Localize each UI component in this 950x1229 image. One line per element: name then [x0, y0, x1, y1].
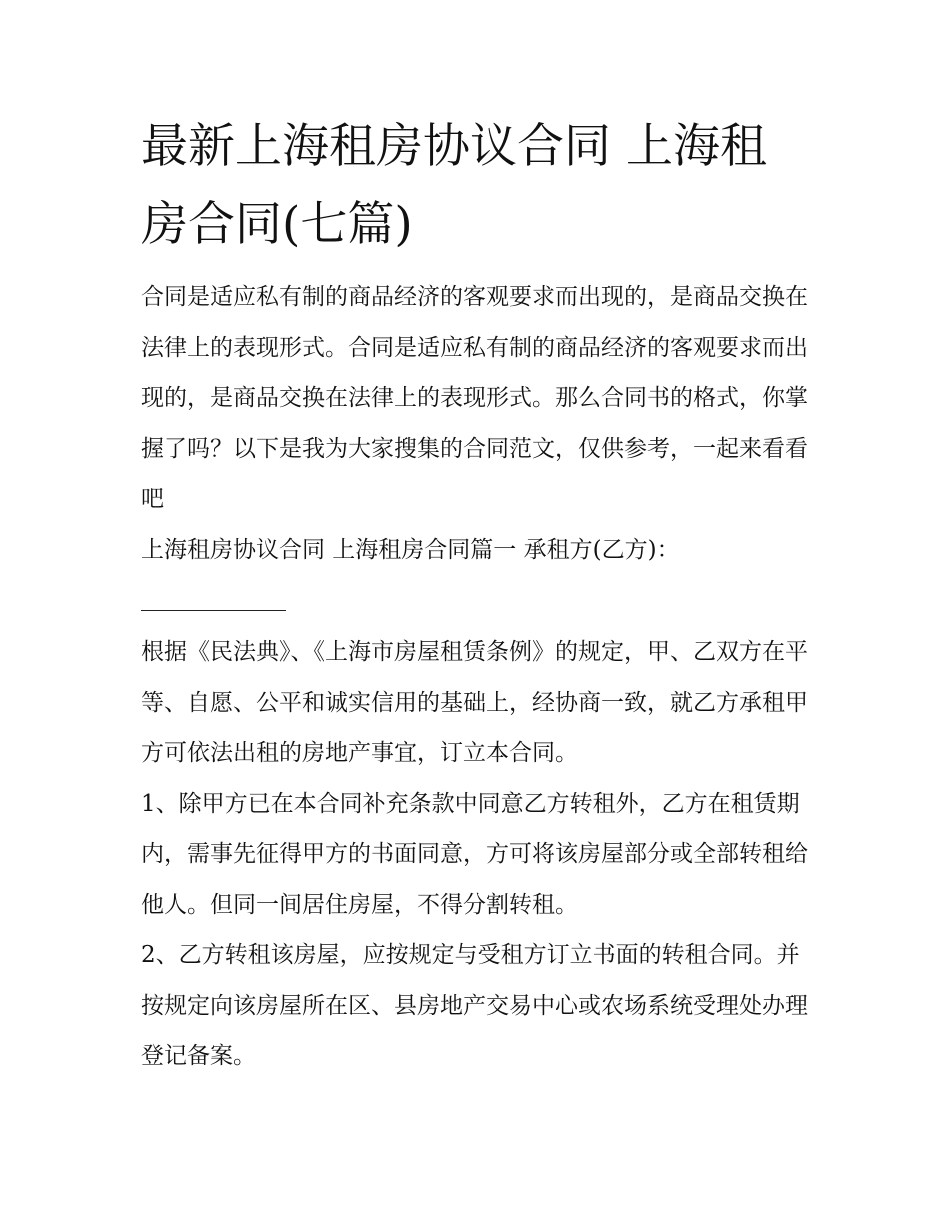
- section-heading: 上海租房协议合同 上海租房合同篇一 承租方(乙方)：: [141, 536, 680, 563]
- clause-1: 1、除甲方已在本合同补充条款中同意乙方转租外，乙方在租赁期内，需事先征得甲方的书面同意，方可将该房屋部分或全部转租给他人。但同一间居住房屋，不得分割转租。: [141, 790, 808, 918]
- document-title: 最新上海租房协议合同 上海租房合同(七篇): [141, 119, 767, 252]
- fill-in-blank-line: [141, 609, 286, 611]
- clause-2: 2、乙方转租该房屋，应按规定与受租方订立书面的转租合同。并按规定向该房屋所在区、县房地产交易中心或农场系统受理处办理登记备案。: [141, 942, 808, 1069]
- document-page: [141, 108, 813, 1082]
- preamble-paragraph: 根据《民法典》、《上海市房屋租赁条例》的规定，甲、乙双方在平等、自愿、公平和诚实信用的基础上，经协商一致，就乙方承租甲方可依法出租的房地产事宜，订立本合同。: [141, 639, 808, 766]
- intro-paragraph: 合同是适应私有制的商品经济的客观要求而出现的，是商品交换在法律上的表现形式。合同是适应私有制的商品经济的客观要求而出现的，是商品交换在法律上的表现形式。那么合同书的格式，你掌握了吗？以下是我为大家搜集的合同范文，仅供参考，一起来看看吧: [141, 284, 808, 512]
